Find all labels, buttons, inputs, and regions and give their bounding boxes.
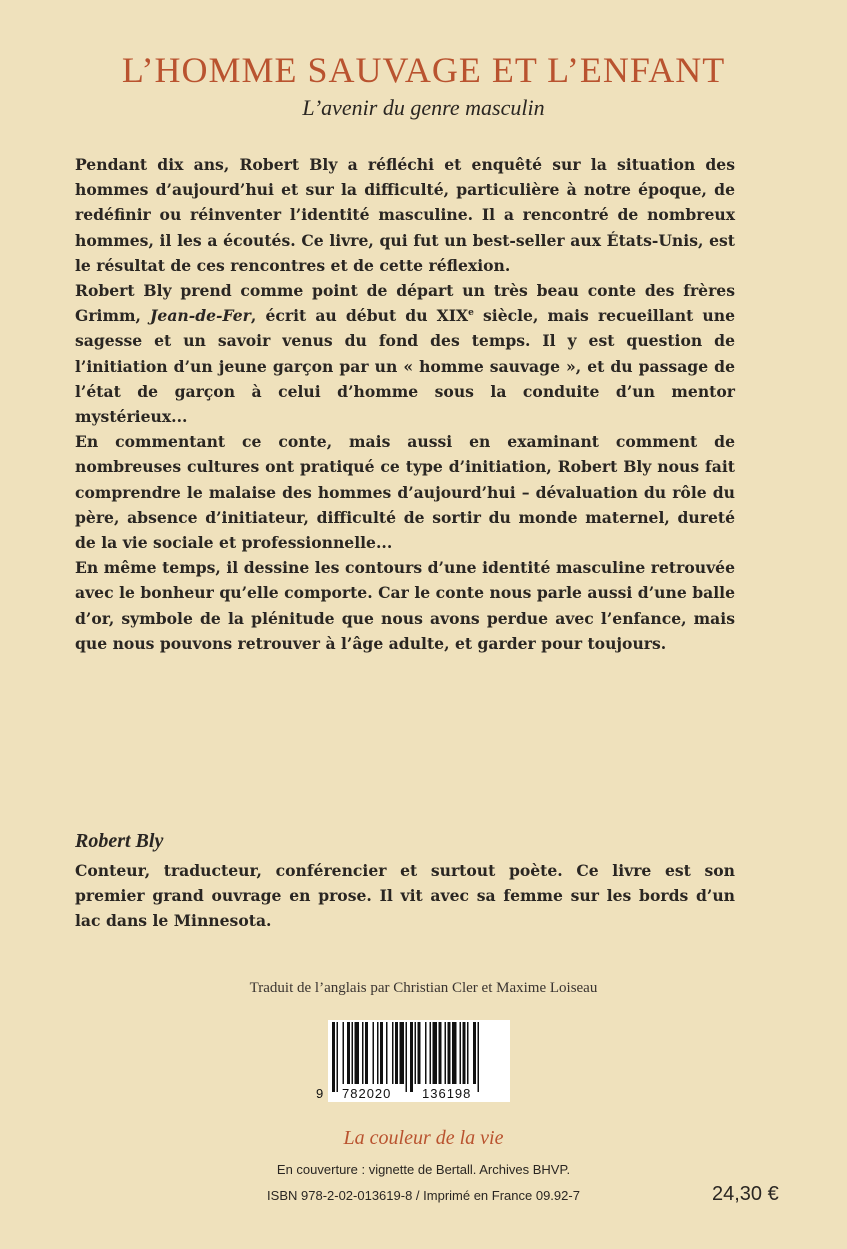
barcode-bar xyxy=(343,1022,345,1084)
barcode-bar xyxy=(380,1022,383,1084)
barcode-bar xyxy=(430,1022,432,1084)
barcode-bar xyxy=(365,1022,368,1084)
barcode-bar xyxy=(347,1022,350,1084)
translator-credit: Traduit de l’anglais par Christian Cler et Maxime Loiseau xyxy=(249,980,598,996)
barcode-group-2: 136198 xyxy=(422,1086,472,1101)
barcode-bar xyxy=(362,1022,364,1084)
blurb-paragraph-3: En commentant ce conte, mais aussi en examinant comment de nombreuses cultures ont pratiqué ce type d’initiation, Robert Bly nous fait comprendre le malaise des hommes d’aujourd’hui – dévaluation du rôle du père, absence d’initiateur, difficulté de sortir du monde maternel, dureté de la vie sociale et professionnelle... xyxy=(75,432,735,553)
blurb-paragraph-4: En même temps, il dessine les contours d’une identité masculine retrouvée avec le bonheur qu’elle comporte. Car le conte nous parle aussi d’une balle d’or, symbole de la plénitude que nous avons perdue avec l’enfance, mais que nous pouvons retrouver à l’âge adulte, et garder pour toujours. xyxy=(75,558,735,653)
barcode-graphic xyxy=(310,1020,510,1102)
blurb-paragraph-2 xyxy=(75,278,735,429)
barcode-first-digit: 9 xyxy=(316,1086,324,1101)
barcode-bar xyxy=(473,1022,476,1084)
price: 24,30 € xyxy=(712,1183,779,1205)
barcode-bar xyxy=(332,1022,335,1092)
barcode-bar xyxy=(478,1022,480,1092)
barcode-bar xyxy=(445,1022,447,1084)
author-name: Robert Bly xyxy=(75,830,164,852)
barcode-bar xyxy=(467,1022,469,1084)
barcode-bar xyxy=(406,1022,408,1092)
barcode-bar xyxy=(418,1022,421,1084)
isbn-line: ISBN 978-2-02-013619-8 / Imprimé en France 09.92-7 xyxy=(267,1188,580,1203)
author-bio-text: Conteur, traducteur, conférencier et surtout poète. Ce livre est son premier grand ouvrage en prose. Il vit avec sa femme sur les bords d’un lac dans le Minnesota. xyxy=(75,861,735,931)
barcode-group-1: 782020 xyxy=(342,1086,392,1101)
barcode-bar xyxy=(352,1022,354,1084)
blurb-p2-part-b: , écrit au début du XIX xyxy=(250,306,469,326)
barcode-bar xyxy=(425,1022,427,1084)
tale-title: Jean-de-Fer xyxy=(150,306,251,326)
barcode-bar xyxy=(452,1022,457,1084)
century-superscript: e xyxy=(468,308,474,319)
book-title: L’HOMME SAUVAGE ET L’ENFANT xyxy=(121,50,726,90)
barcode-bar xyxy=(433,1022,438,1084)
blurb-p2-part-c: siècle, mais recueillant une sagesse et un savoir venus du fond des temps. Il y est question de l’initiation d’un jeune garçon par un « homme sauvage », et du passage de l’état de garçon à celui d’homme sous la conduite d’un mentor mystérieux... xyxy=(75,306,735,427)
barcode-bar xyxy=(337,1022,339,1092)
barcode-bar xyxy=(392,1022,394,1084)
barcode-bar xyxy=(355,1022,360,1084)
cover-credit: En couverture : vignette de Bertall. Archives BHVP. xyxy=(276,1162,571,1177)
barcode-bar xyxy=(460,1022,462,1084)
barcode-bar xyxy=(386,1022,388,1084)
blurb xyxy=(75,152,735,656)
barcode-bar xyxy=(463,1022,466,1084)
barcode-bar xyxy=(439,1022,442,1084)
barcode xyxy=(310,1020,510,1100)
blurb-p2-part-a: Robert Bly prend comme point de départ un très beau conte des frères Grimm, xyxy=(75,281,735,326)
barcode-bar xyxy=(373,1022,375,1084)
barcode-bar xyxy=(415,1022,417,1084)
book-subtitle: L’avenir du genre masculin xyxy=(302,95,545,120)
barcode-bar xyxy=(377,1022,379,1084)
author-bio xyxy=(75,858,735,934)
barcode-bar xyxy=(448,1022,451,1084)
barcode-bar xyxy=(395,1022,398,1084)
blurb-paragraph-1: Pendant dix ans, Robert Bly a réfléchi et enquêté sur la situation des hommes d’aujourd’hui et sur la difficulté, particulière à notre époque, de redéfinir ou réinventer l’identité masculine. Il a rencontré de nombreux hommes, il les a écoutés. Ce livre, qui fut un best-seller aux États-Unis, est le résultat de ces rencontres et de cette réflexion. xyxy=(75,155,735,275)
collection-name: La couleur de la vie xyxy=(343,1127,504,1149)
barcode-bar xyxy=(400,1022,405,1084)
barcode-bar xyxy=(410,1022,413,1092)
